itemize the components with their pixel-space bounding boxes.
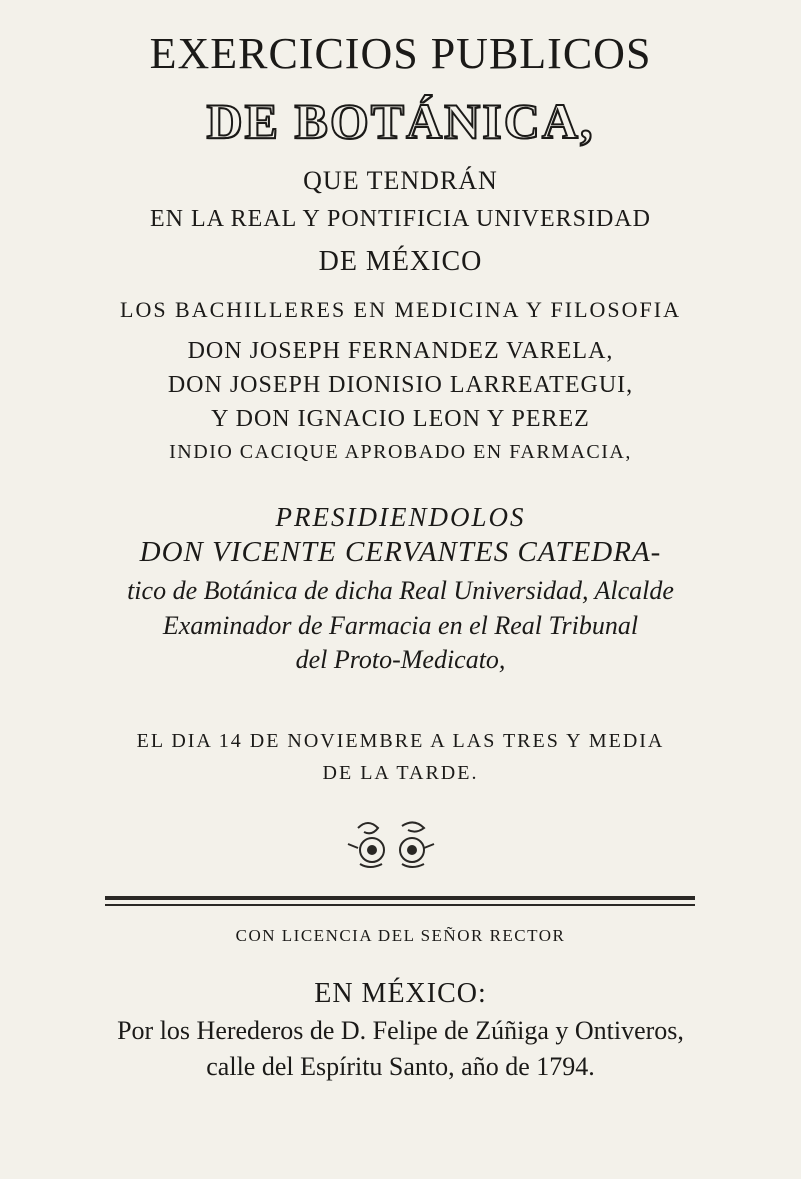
presider-title-3: del Proto-Medicato,: [295, 645, 506, 674]
presiding-heading: PRESIDIENDOLOS: [275, 502, 526, 532]
place-line: EN MÉXICO:: [314, 978, 487, 1009]
printer-line-2: calle del Espíritu Santo, año de 1794.: [206, 1052, 595, 1081]
printer-ornament-icon: [340, 814, 450, 874]
divider-rule-thick: [105, 896, 695, 900]
printer-line-1: Por los Herederos de D. Felipe de Zúñiga y Ontiveros,: [117, 1016, 684, 1045]
presider-title-2: Examinador de Farmacia en el Real Tribunal: [162, 611, 639, 640]
date-line-1: EL DIA 14 DE NOVIEMBRE A LAS TRES Y MEDIA: [136, 730, 665, 752]
participant-1: DON JOSEPH FERNANDEZ VARELA,: [187, 338, 614, 364]
city-line: DE MÉXICO: [318, 246, 483, 277]
university-line: EN LA REAL Y PONTIFICIA UNIVERSIDAD: [150, 206, 651, 232]
participants-heading: LOS BACHILLERES EN MEDICINA Y FILOSOFIA: [120, 297, 681, 322]
divider-rule-thin: [105, 904, 695, 906]
title-line-1: EXERCICIOS PUBLICOS: [149, 29, 652, 78]
presider-title-1: tico de Botánica de dicha Real Universidad, Alcalde: [127, 576, 674, 605]
participant-3-title: INDIO CACIQUE APROBADO EN FARMACIA,: [169, 441, 632, 463]
presider-name: DON VICENTE CERVANTES CATEDRA-: [139, 536, 662, 568]
date-line-2: DE LA TARDE.: [322, 762, 479, 784]
license-line: CON LICENCIA DEL SEÑOR RECTOR: [235, 926, 566, 945]
participant-2: DON JOSEPH DIONISIO LARREATEGUI,: [167, 372, 634, 398]
subtitle-line: QUE TENDRÁN: [303, 166, 498, 195]
participant-3: Y DON IGNACIO LEON Y PEREZ: [211, 406, 590, 432]
title-line-2: DE BOTÁNICA,: [206, 93, 595, 149]
